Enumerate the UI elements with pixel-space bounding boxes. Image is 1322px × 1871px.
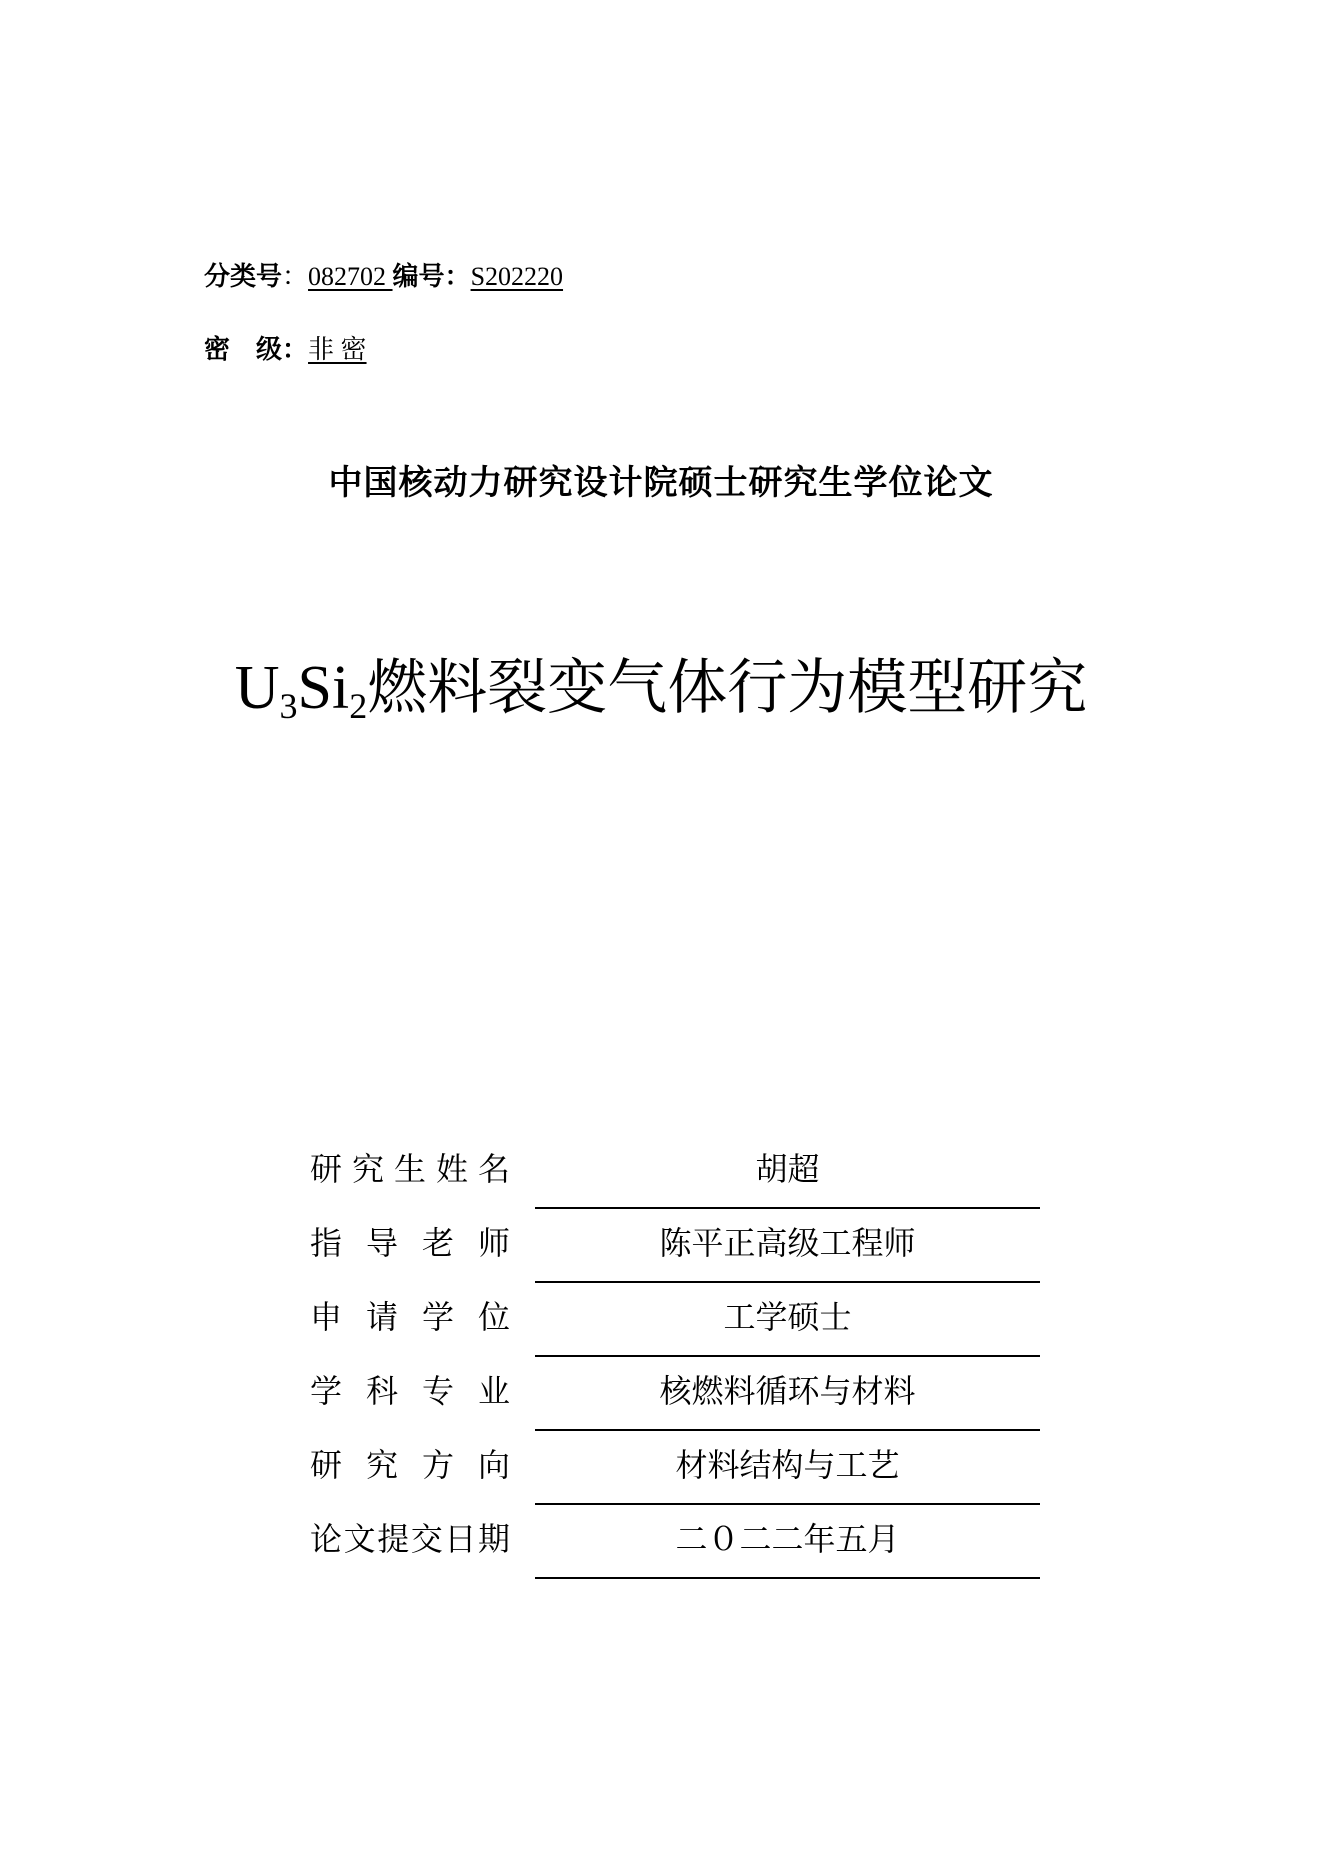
info-value: 胡超 — [535, 1149, 1040, 1209]
info-label: 研究方向 — [310, 1446, 510, 1484]
colon: ： — [444, 262, 471, 292]
info-label: 申请学位 — [310, 1298, 510, 1336]
info-row-research-direction — [310, 1431, 1040, 1505]
secrecy-label: 密 级 — [204, 335, 283, 365]
classification-label: 分类号 — [204, 262, 283, 292]
thesis-title-si-subscript: 2 — [349, 686, 368, 726]
info-label: 学科专业 — [310, 1372, 510, 1410]
author-info-table — [310, 1135, 1040, 1579]
classification-value: 082702 — [308, 262, 393, 291]
secrecy-value: 非 密 — [308, 335, 367, 364]
info-row-student-name — [310, 1135, 1040, 1209]
info-value: 陈平正高级工程师 — [535, 1223, 1040, 1283]
thesis-title-si: Si — [297, 654, 350, 722]
number-value: S202220 — [470, 262, 564, 291]
thesis-title-u-subscript: 3 — [279, 686, 298, 726]
colon: ： — [282, 262, 309, 292]
info-label: 指导老师 — [310, 1224, 510, 1262]
secrecy-line — [204, 334, 367, 366]
info-label: 论文提交日期 — [310, 1520, 510, 1558]
info-row-degree — [310, 1283, 1040, 1357]
info-row-submission-date — [310, 1505, 1040, 1579]
thesis-title — [0, 640, 1322, 727]
info-row-advisor — [310, 1209, 1040, 1283]
info-value: 核燃料循环与材料 — [535, 1371, 1040, 1431]
info-value: 材料结构与工艺 — [535, 1445, 1040, 1505]
info-value: 二０二二年五月 — [535, 1519, 1040, 1579]
thesis-title-text: 燃料裂变气体行为模型研究 — [367, 653, 1088, 723]
colon: ： — [282, 335, 309, 365]
info-value: 工学硕士 — [535, 1297, 1040, 1357]
institution-title: 中国核动力研究设计院硕士研究生学位论文 — [328, 463, 994, 503]
classification-line — [204, 261, 563, 293]
number-label: 编号 — [392, 262, 445, 292]
info-label: 研究生姓名 — [310, 1150, 510, 1188]
thesis-title-u: U — [234, 654, 280, 722]
info-row-major — [310, 1357, 1040, 1431]
